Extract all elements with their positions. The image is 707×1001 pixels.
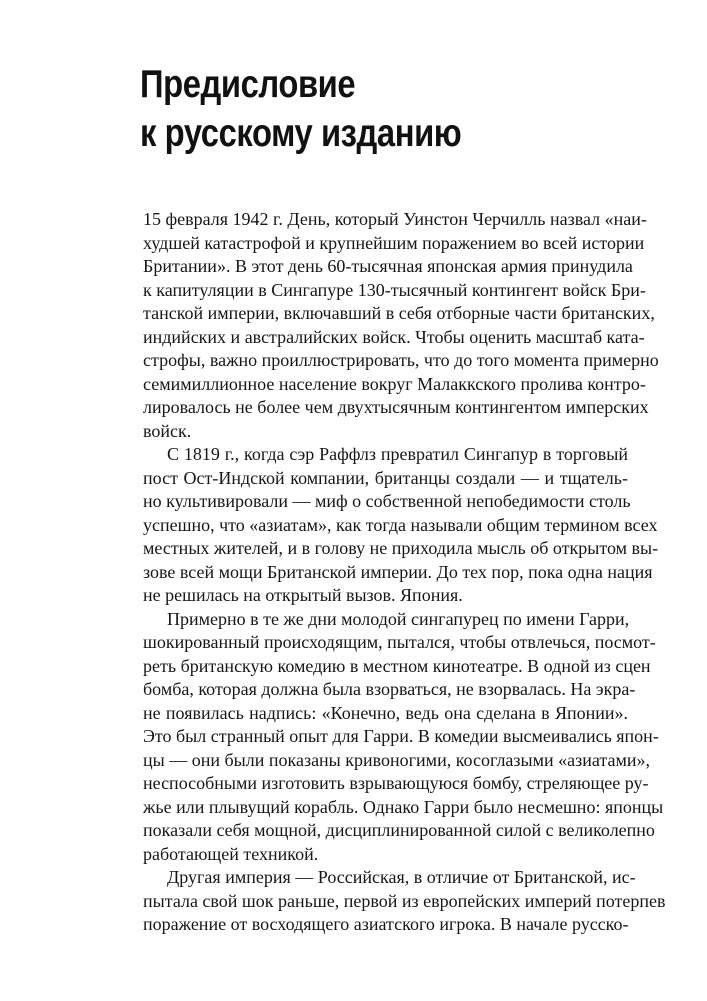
text-line: Это был странный опыт для Гарри. В комедии высмеивались япон- xyxy=(143,726,659,746)
text-line: но культивировали — миф о собственной непобедимости столь xyxy=(143,491,631,511)
text-line: Другая империя — Российская, в отличие от Британской, ис- xyxy=(167,867,636,887)
title-line: Предисловие xyxy=(140,63,356,106)
text-line: работающей техникой. xyxy=(143,843,319,864)
text-line: Примерно в те же дни молодой сингапурец по имени Гарри, xyxy=(167,608,630,629)
paragraph-3 xyxy=(143,608,664,867)
text-line: пост Ост-Индской компании, британцы создали — и тщатель- xyxy=(143,467,628,488)
text-line: худшей катастрофой и крупнейшим поражением во всей истории xyxy=(143,232,645,253)
text-line: 15 февраля 1942 г. День, который Уинстон Черчилль назвал «наи- xyxy=(143,209,647,229)
text-line: индийских и австралийских войск. Чтобы оценить масштаб ката- xyxy=(143,326,645,347)
text-line: цы — они были показаны кривоногими, косоглазыми «азиатами», xyxy=(143,749,650,770)
text-line: шокированный происходящим, пытался, чтобы отвлечься, посмот- xyxy=(143,632,656,652)
text-line: танской империи, включавший в себя отборные части британских, xyxy=(143,303,655,323)
text-line: не решилась на открытый вызов. Япония. xyxy=(143,585,463,605)
text-line: семимиллионное население вокруг Малаккского пролива контро- xyxy=(143,373,646,394)
text-line: зове всей мощи Британской империи. До тех пор, пока одна нация xyxy=(143,561,653,582)
text-line: показали себя мощной, дисциплинированной силой с великолепно xyxy=(143,820,655,840)
text-line: жье или плывущий корабль. Однако Гарри было несмешно: японцы xyxy=(143,796,664,817)
text-line: поражение от восходящего азиатского игрока. В начале русско- xyxy=(143,914,629,934)
text-line: строфы, важно проиллюстрировать, что до того момента примерно xyxy=(143,350,659,370)
text-line: пытала свой шок раньше, первой из европейских империй потерпев xyxy=(143,890,666,911)
page-title xyxy=(140,60,560,158)
text-line: Британии». В этот день 60-тысячная японская армия принудила xyxy=(143,256,633,276)
text-line: бомба, которая должна была взорваться, не взорвалась. На экра- xyxy=(143,679,636,699)
text-line: лировалось не более чем двухтысячным контингентом имперских xyxy=(143,397,649,417)
text-line: неспособными изготовить взрывающуюся бомбу, стреляющее ру- xyxy=(143,773,649,793)
title-line: к русскому изданию xyxy=(140,112,462,155)
paragraph-4 xyxy=(143,866,666,937)
paragraph-2 xyxy=(143,443,659,608)
text-line: успешно, что «азиатам», как тогда называли общим термином всех xyxy=(143,514,658,535)
text-line: не появилась надпись: «Конечно, ведь она сделана в Японии». xyxy=(143,702,628,723)
text-line: к капитуляции в Сингапуре 130-тысячный контингент войск Бри- xyxy=(143,279,646,300)
text-line: войск. xyxy=(143,420,192,441)
body-text xyxy=(143,208,666,937)
text-line: местных жителей, и в голову не приходила мысль об открытом вы- xyxy=(143,538,659,558)
text-line: реть британскую комедию в местном кинотеатре. В одной из сцен xyxy=(143,655,651,676)
paragraph-1 xyxy=(143,208,659,443)
text-line: С 1819 г., когда сэр Раффлз превратил Сингапур в торговый xyxy=(167,444,628,464)
